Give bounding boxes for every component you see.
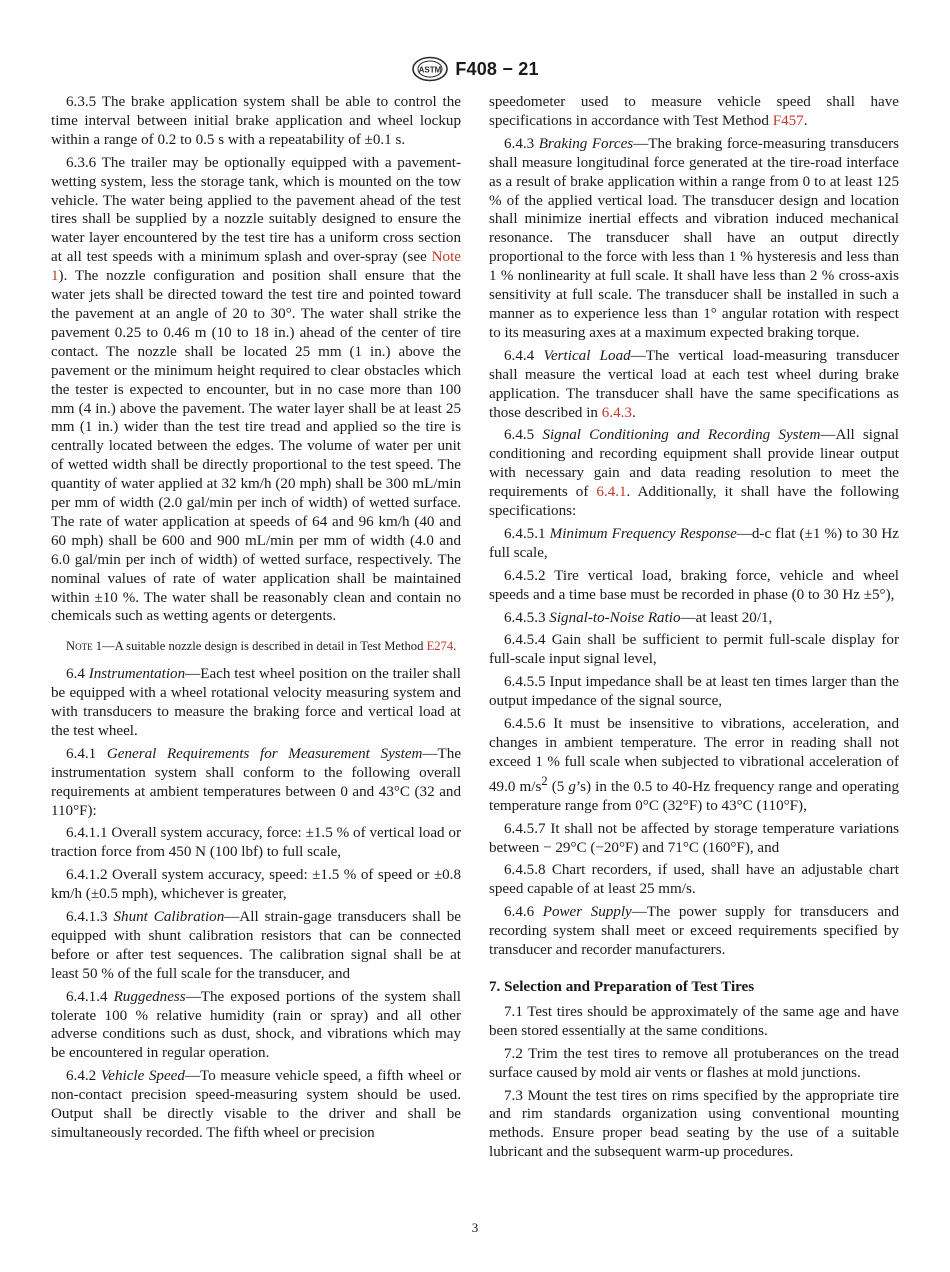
section-6-4-1-3: 6.4.1.3 Shunt Calibration—All strain-gage transducers shall be equipped with shunt calibration resistors that can be connected before or after test sequences. The calibration signal shall be at least 50 % of the full scale for the transducer, and	[51, 909, 461, 982]
section-6-4-2-continued: speedometer used to measure vehicle speed shall have specifications in accordance with Test Method F457.	[489, 94, 899, 129]
section-7-3: 7.3 Mount the test tires on rims specified by the appropriate tire and rim standards organization using conventional mounting methods. Ensure proper bead seating by the use of a suitable lubricant and the subsequent warm-up procedures.	[489, 1087, 899, 1161]
section-title: Braking Forces	[538, 135, 634, 152]
section-number: 6.4.1.2	[66, 867, 108, 884]
note-1-link[interactable]: Note 1	[51, 249, 461, 285]
section-title: Power Supply	[542, 904, 632, 921]
document-designation: F408 − 21	[455, 58, 539, 79]
section-6-4-1-2: 6.4.1.2 Overall system accuracy, speed: ±1.5 % of speed or ±0.8 km/h (±0.5 mph), whichever is greater,	[51, 867, 461, 903]
section-number: 6.4.5.4	[504, 632, 546, 649]
section-number: 6.4.2	[66, 1068, 97, 1085]
section-title: General Requirements for Measurement System	[106, 745, 423, 762]
section-title: Vertical Load	[543, 347, 631, 364]
section-number: 6.4.5.1	[504, 525, 546, 542]
section-number: 6.4	[66, 666, 85, 683]
section-number: 6.4.5.6	[504, 716, 546, 733]
section-7-1: 7.1 Test tires should be approximately of the same age and have been stored essentially at the same conditions.	[489, 1003, 899, 1039]
e274-link[interactable]: E274	[426, 639, 454, 654]
section-number: 6.3.6	[66, 154, 97, 171]
section-6-3-6: 6.3.6 The trailer may be optionally equipped with a pavement-wetting system, less the storage tank, which is mounted on the tow vehicle. The water being applied to the pavement ahead of the test tires shall be supplied by a nozzle suitably designed to ensure the water layer encountered by the test tire has a uniform cross section at all test speeds with a minimum splash and over-spray (see Note 1). The nozzle configuration and position shall ensure that the water jets shall be directed toward the test tire and pointed toward the pavement at an angle of 20 to 30°. The water shall strike the pavement 0.25 to 0.46 m (10 to 18 in.) ahead of the center of tire contact. The nozzle shall be located 25 mm (1 in.) above the pavement or the minimum height required to clear obstacles which the tester is expected to encounter, but in no case more than 100 mm (4 in.) above the pavement. The water layer shall be at least 25 mm (1 in.) wider than the test tire tread and applied so the tire is centrally located between the edges. The volume of water per unit of wetted width shall be directly proportional to the test speed. The quantity of water applied at 32 km/h (20 mph) shall be 300 mL/min per mm of width (2.0 gal/min per inch of width) of wetted surface. The rate of water application at speeds of 64 and 96 km/h (40 and 60 mph) shall be 600 and 900 mL/min per mm of width (4.0 and 6.0 gal/min per inch of width) of wetted surface, respectively. The nominal values of rate of water application shall be maintained within ±10 %. The water shall be reasonably clean and contain no chemicals such as wetting agents or detergents.	[51, 154, 461, 625]
section-number: 6.4.5	[504, 427, 535, 444]
section-number: 6.4.5.5	[504, 674, 546, 691]
right-column	[489, 93, 899, 1166]
section-6-4-5-7: 6.4.5.7 It shall not be affected by storage temperature variations between − 29°C (−20°F) and 71°C (160°F), and	[489, 820, 899, 856]
section-6-4-1-1: 6.4.1.1 Overall system accuracy, force: ±1.5 % of vertical load or traction force from 450 N (100 lbf) to full scale,	[51, 825, 461, 861]
section-number: 6.4.1	[66, 745, 97, 762]
section-title: Signal-to-Noise Ratio	[549, 609, 681, 626]
section-title: Instrumentation	[88, 666, 186, 683]
section-title: Minimum Frequency Response	[549, 525, 737, 542]
section-6-3-5: 6.3.5 The brake application system shall be able to control the time interval between initial brake application and wheel lockup within a range of 0.2 to 0.5 s with a repeatability of ±0.1 s.	[51, 94, 461, 148]
section-6-4-5-6: 6.4.5.6 It must be insensitive to vibrations, acceleration, and changes in ambient temperature. The error in reading shall not exceed 1 % full scale when subjected to vibrational acceleration of 49.0 $m/s^2$ (5 g’s) in the 0.5 to 40-Hz frequency range and operating temperature range from 0°C (32°F) to 43°C (110°F),	[489, 716, 900, 814]
section-number: 6.4.4	[504, 347, 535, 364]
section-6-4-2: 6.4.2 Vehicle Speed—To measure vehicle speed, a fifth wheel or non-contact precision speed-measuring system should be used. Output shall be directly visable to the driver and shall be simultaneously recorded. The fifth wheel or precision	[51, 1068, 461, 1142]
section-number: 6.4.1.3	[66, 909, 108, 926]
section-title: Signal Conditioning and Recording System	[542, 427, 821, 444]
section-title: Ruggedness	[113, 988, 186, 1005]
astm-logo-text: ASTM	[418, 65, 442, 75]
section-7-heading: 7. Selection and Preparation of Test Tires	[489, 979, 755, 995]
note-1: Note 1—A suitable nozzle design is described in detail in Test Method E274.	[66, 639, 457, 654]
section-6-4-1-link[interactable]: 6.4.1	[596, 484, 627, 501]
section-6-4-5-3: 6.4.5.3 Signal-to-Noise Ratio—at least 20/1,	[504, 609, 773, 626]
section-number: 7.3	[504, 1087, 523, 1104]
astm-logo-icon	[411, 56, 449, 82]
section-number: 6.3.5	[66, 94, 97, 110]
section-6-4-5-5: 6.4.5.5 Input impedance shall be at least ten times larger than the output impedance of the signal source,	[489, 674, 899, 710]
section-6-4-5-2: 6.4.5.2 Tire vertical load, braking force, vehicle and wheel speeds and a time base must be recorded in phase (0 to 30 Hz ±5°),	[489, 567, 899, 603]
section-6-4-3-link[interactable]: 6.4.3	[601, 404, 632, 421]
section-number: 6.4.1.4	[66, 988, 108, 1005]
section-6-4-5: 6.4.5 Signal Conditioning and Recording System—All signal conditioning and recording equipment shall provide linear output with necessary gain and data reading resolution to meet the requirements of 6.4.1. Additionally, it shall have the following specifications:	[489, 427, 899, 520]
section-6-4-5-8: 6.4.5.8 Chart recorders, if used, shall have an adjustable chart speed capable of at least 25 mm/s.	[489, 862, 899, 898]
page-number: 3	[471, 1220, 479, 1235]
section-number: 7.2	[504, 1045, 523, 1062]
section-6-4-1-4: 6.4.1.4 Ruggedness—The exposed portions of the system shall tolerate 100 % relative humidity (rain or spray) and all other adverse conditions such as dust, shock, and vibrations which may be encountered in regular operation.	[51, 988, 461, 1062]
section-number: 6.4.5.2	[504, 567, 546, 584]
section-number: 6.4.5.7	[504, 820, 546, 837]
section-7-2: 7.2 Trim the test tires to remove all protuberances on the tread surface caused by mold air vents or flashes at mold junctions.	[489, 1045, 899, 1081]
section-number: 6.4.3	[504, 135, 535, 152]
f457-link[interactable]: F457	[772, 112, 804, 129]
page-header	[0, 56, 950, 82]
section-title: Vehicle Speed	[100, 1068, 185, 1085]
section-6-4-3: 6.4.3 Braking Forces—The braking force-measuring transducers shall measure longitudinal force generated at the tire-road interface as a result of brake application within a range from 0 to at least 125 % of the applied vertical load. The transducer design and location shall minimize inertial effects and vibration induced mechanical resonance. The transducer shall have an output directly proportional to the force with less than 1 % hysteresis and less than 1 % nonlinearity at full scale. It shall have less than 2 % cross-axis sensitivity at full scale. The transducer shall be installed in such a manner as to experience less than 1° angular rotation with respect to its measuring axes at a maximum expected braking torque.	[489, 135, 899, 341]
section-number: 6.4.1.1	[66, 825, 108, 842]
section-6-4-1: 6.4.1 General Requirements for Measurement System—The instrumentation system shall conform to the following overall requirements at ambient temperatures between 0 and 43°C (32 and 110°F):	[51, 745, 462, 819]
section-6-4-5-1: 6.4.5.1 Minimum Frequency Response—d-c flat (±1 %) to 30 Hz full scale,	[489, 525, 899, 561]
section-number: 6.4.5.8	[504, 862, 546, 879]
section-number: 7.1	[504, 1003, 523, 1020]
section-number: 6.4.5.3	[504, 609, 546, 626]
section-title: Shunt Calibration	[113, 909, 225, 926]
section-6-4-4: 6.4.4 Vertical Load—The vertical load-measuring transducer shall measure the vertical load at each test wheel during brake application. The transducer shall have the same specifications as those described in 6.4.3.	[489, 347, 899, 421]
section-6-4: 6.4 Instrumentation—Each test wheel position on the trailer shall be equipped with a wheel rotational velocity measuring system and with transducers to measure the braking force and vertical load at the test wheel.	[51, 666, 461, 739]
section-6-4-6: 6.4.6 Power Supply—The power supply for transducers and recording system shall meet or exceed requirements specified by transducer and recorder manufacturers.	[489, 904, 899, 959]
left-column	[51, 93, 461, 1147]
section-6-4-5-4: 6.4.5.4 Gain shall be sufficient to permit full-scale display for full-scale input signal level,	[489, 632, 899, 668]
section-number: 6.4.6	[504, 904, 535, 921]
